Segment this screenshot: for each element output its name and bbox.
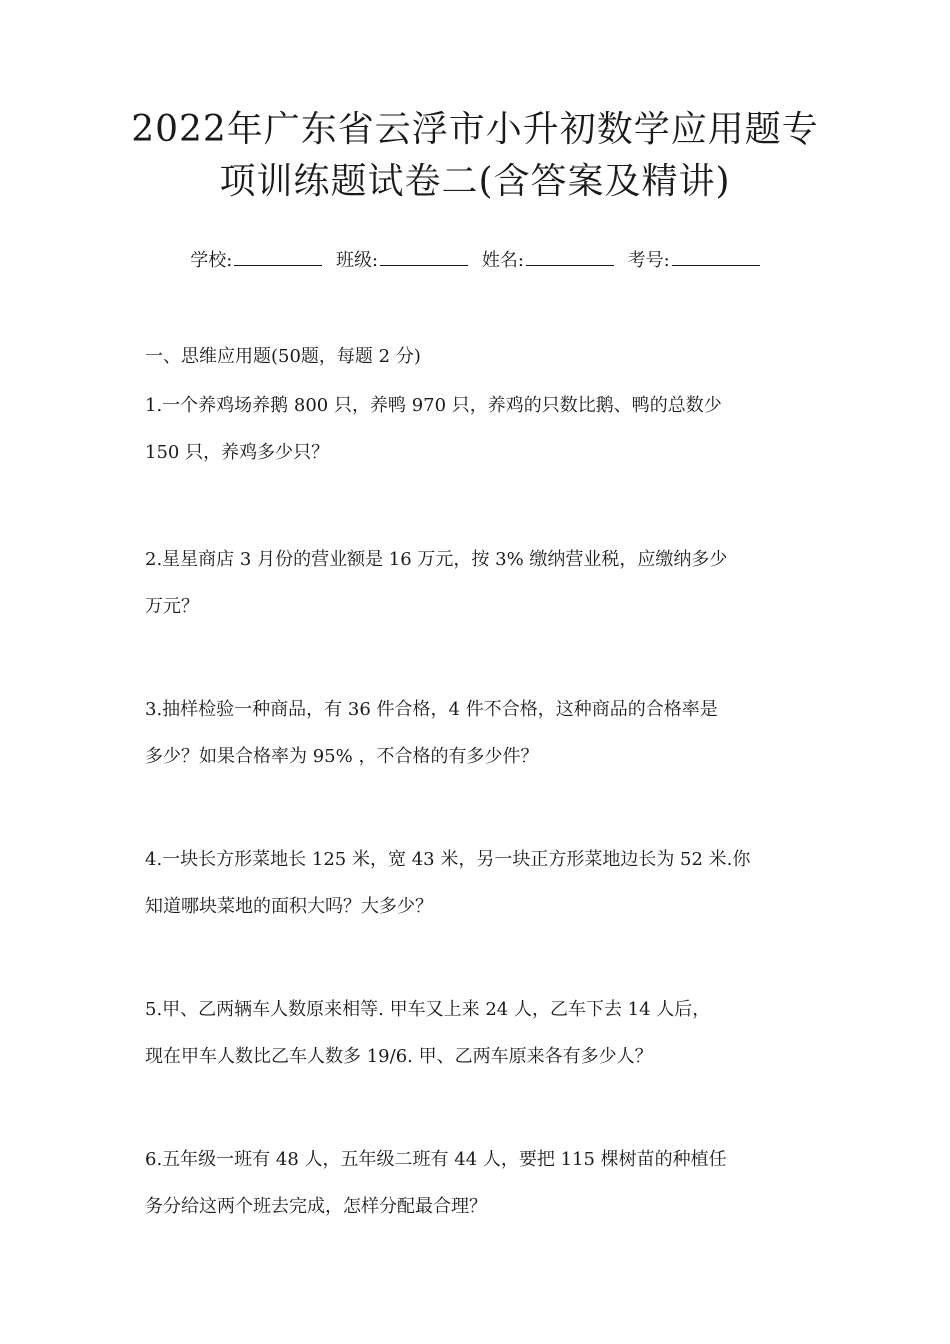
class-label: 班级: — [336, 250, 379, 271]
question-text-line: 3.抽样检验一种商品，有 36 件合格，4 件不合格，这种商品的合格率是 — [145, 699, 718, 720]
question-3 — [145, 686, 810, 780]
question-1 — [145, 382, 810, 476]
question-text-line: 6.五年级一班有 48 人，五年级二班有 44 人，要把 115 棵树苗的种植任 — [145, 1149, 727, 1170]
question-text-line: 万元？ — [145, 596, 199, 617]
question-4 — [145, 836, 810, 930]
question-text-line: 务分给这两个班去完成，怎样分配最合理？ — [145, 1196, 487, 1217]
exam-title-line-2: 项训练题试卷二(含答案及精讲) — [219, 161, 731, 202]
question-text-line: 5.甲、乙两辆车人数原来相等. 甲车又上来 24 人，乙车下去 14 人后， — [145, 999, 711, 1020]
exam-number-field — [628, 250, 760, 271]
name-blank — [526, 247, 614, 266]
question-2 — [145, 536, 810, 630]
question-text-line: 1.一个养鸡场养鹅 800 只，养鸭 970 只，养鸡的只数比鹅、鸭的总数少 — [145, 395, 722, 416]
exam-number-label: 考号: — [627, 250, 670, 271]
question-6 — [145, 1136, 810, 1230]
section-heading: 一、思维应用题(50题，每题 2 分) — [145, 346, 421, 367]
student-info-row — [0, 247, 950, 275]
class-blank — [380, 247, 468, 266]
question-text-line: 多少？如果合格率为 95% ，不合格的有多少件？ — [145, 746, 539, 767]
question-text-line: 现在甲车人数比乙车人数多 19/6. 甲、乙两车原来各有多少人？ — [145, 1046, 653, 1067]
question-text-line: 2.星星商店 3 月份的营业额是 16 万元，按 3% 缴纳营业税，应缴纳多少 — [145, 549, 728, 570]
school-field — [190, 250, 322, 271]
question-text-line: 知道哪块菜地的面积大吗？大多少？ — [145, 896, 433, 917]
exam-number-blank — [672, 247, 760, 266]
class-field — [336, 250, 468, 271]
name-field — [482, 250, 614, 271]
school-blank — [234, 247, 322, 266]
question-text-line: 4.一块长方形菜地长 125 米，宽 43 米，另一块正方形菜地边长为 52 米.你 — [145, 849, 751, 870]
school-label: 学校: — [190, 250, 233, 271]
question-text-line: 150 只，养鸡多少只？ — [145, 442, 330, 463]
name-label: 姓名: — [481, 250, 524, 271]
exam-title-line-1: 2022年广东省云浮市小升初数学应用题专 — [131, 109, 819, 150]
question-5 — [145, 986, 810, 1080]
